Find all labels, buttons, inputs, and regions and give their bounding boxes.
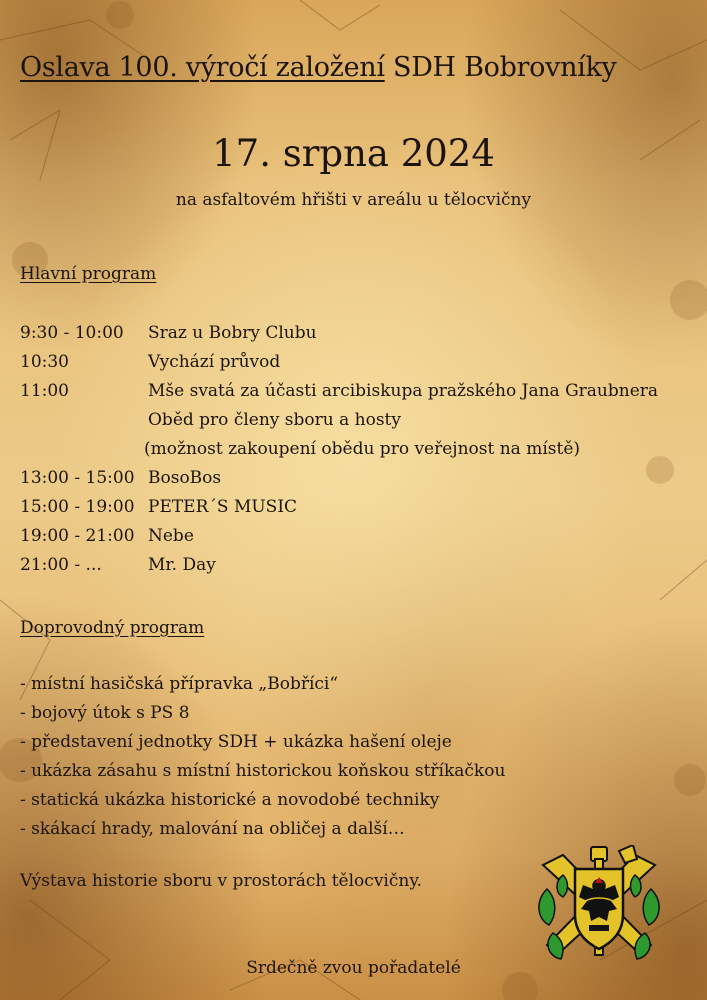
program-activity: Sraz u Bobry Clubu <box>148 323 317 343</box>
firefighter-emblem-icon <box>533 845 665 965</box>
side-program-item: - místní hasičská přípravka „Bobříci“ <box>20 674 339 694</box>
program-activity: Mše svatá za účasti arcibiskupa pražského Jana Graubnera <box>148 381 659 401</box>
invitation-line: Srdečně zvou pořadatelé <box>246 958 461 978</box>
program-activity: Nebe <box>148 526 194 546</box>
program-item <box>20 406 700 435</box>
program-item <box>20 464 700 493</box>
program-item <box>20 348 700 377</box>
program-time: 10:30 <box>20 352 69 372</box>
program-item <box>20 377 700 406</box>
program-item <box>20 493 700 522</box>
program-time: 15:00 - 19:00 <box>20 497 135 517</box>
event-title-underlined: Oslava 100. výročí založení <box>20 52 385 83</box>
main-program-heading: Hlavní program <box>20 264 157 284</box>
event-title-rest: SDH Bobrovníky <box>384 52 617 83</box>
program-activity: Mr. Day <box>148 555 216 575</box>
program-time: 21:00 - ... <box>20 555 102 575</box>
exhibition-note: Výstava historie sboru v prostorách tělocvičny. <box>20 871 423 891</box>
side-program-list <box>20 670 505 844</box>
program-activity: BosoBos <box>148 468 222 488</box>
side-program-item: - ukázka zásahu s místní historickou koňskou stříkačkou <box>20 761 506 781</box>
program-item <box>20 319 700 348</box>
event-venue: na asfaltovém hřišti v areálu u tělocvičny <box>175 190 532 210</box>
side-program-item: - skákací hrady, malování na obličej a další… <box>20 819 405 839</box>
program-activity: PETER´S MUSIC <box>148 497 298 517</box>
program-activity: Oběd pro členy sboru a hosty <box>148 410 401 430</box>
side-program-item: - bojový útok s PS 8 <box>20 703 190 723</box>
program-item <box>20 551 700 580</box>
side-program-item: - statická ukázka historické a novodobé techniky <box>20 790 440 810</box>
program-item <box>20 435 700 464</box>
program-time: 11:00 <box>20 381 69 401</box>
side-program-item: - představení jednotky SDH + ukázka hašení oleje <box>20 732 452 752</box>
event-title <box>20 52 700 83</box>
program-activity: (možnost zakoupení obědu pro veřejnost na místě) <box>144 439 581 459</box>
program-time: 9:30 - 10:00 <box>20 323 124 343</box>
program-activity: Vychází průvod <box>148 352 281 372</box>
event-date: 17. srpna 2024 <box>212 132 495 175</box>
program-item <box>20 522 700 551</box>
side-program-heading: Doprovodný program <box>20 618 205 638</box>
program-time: 13:00 - 15:00 <box>20 468 135 488</box>
main-program-list <box>20 319 700 580</box>
program-time: 19:00 - 21:00 <box>20 526 135 546</box>
